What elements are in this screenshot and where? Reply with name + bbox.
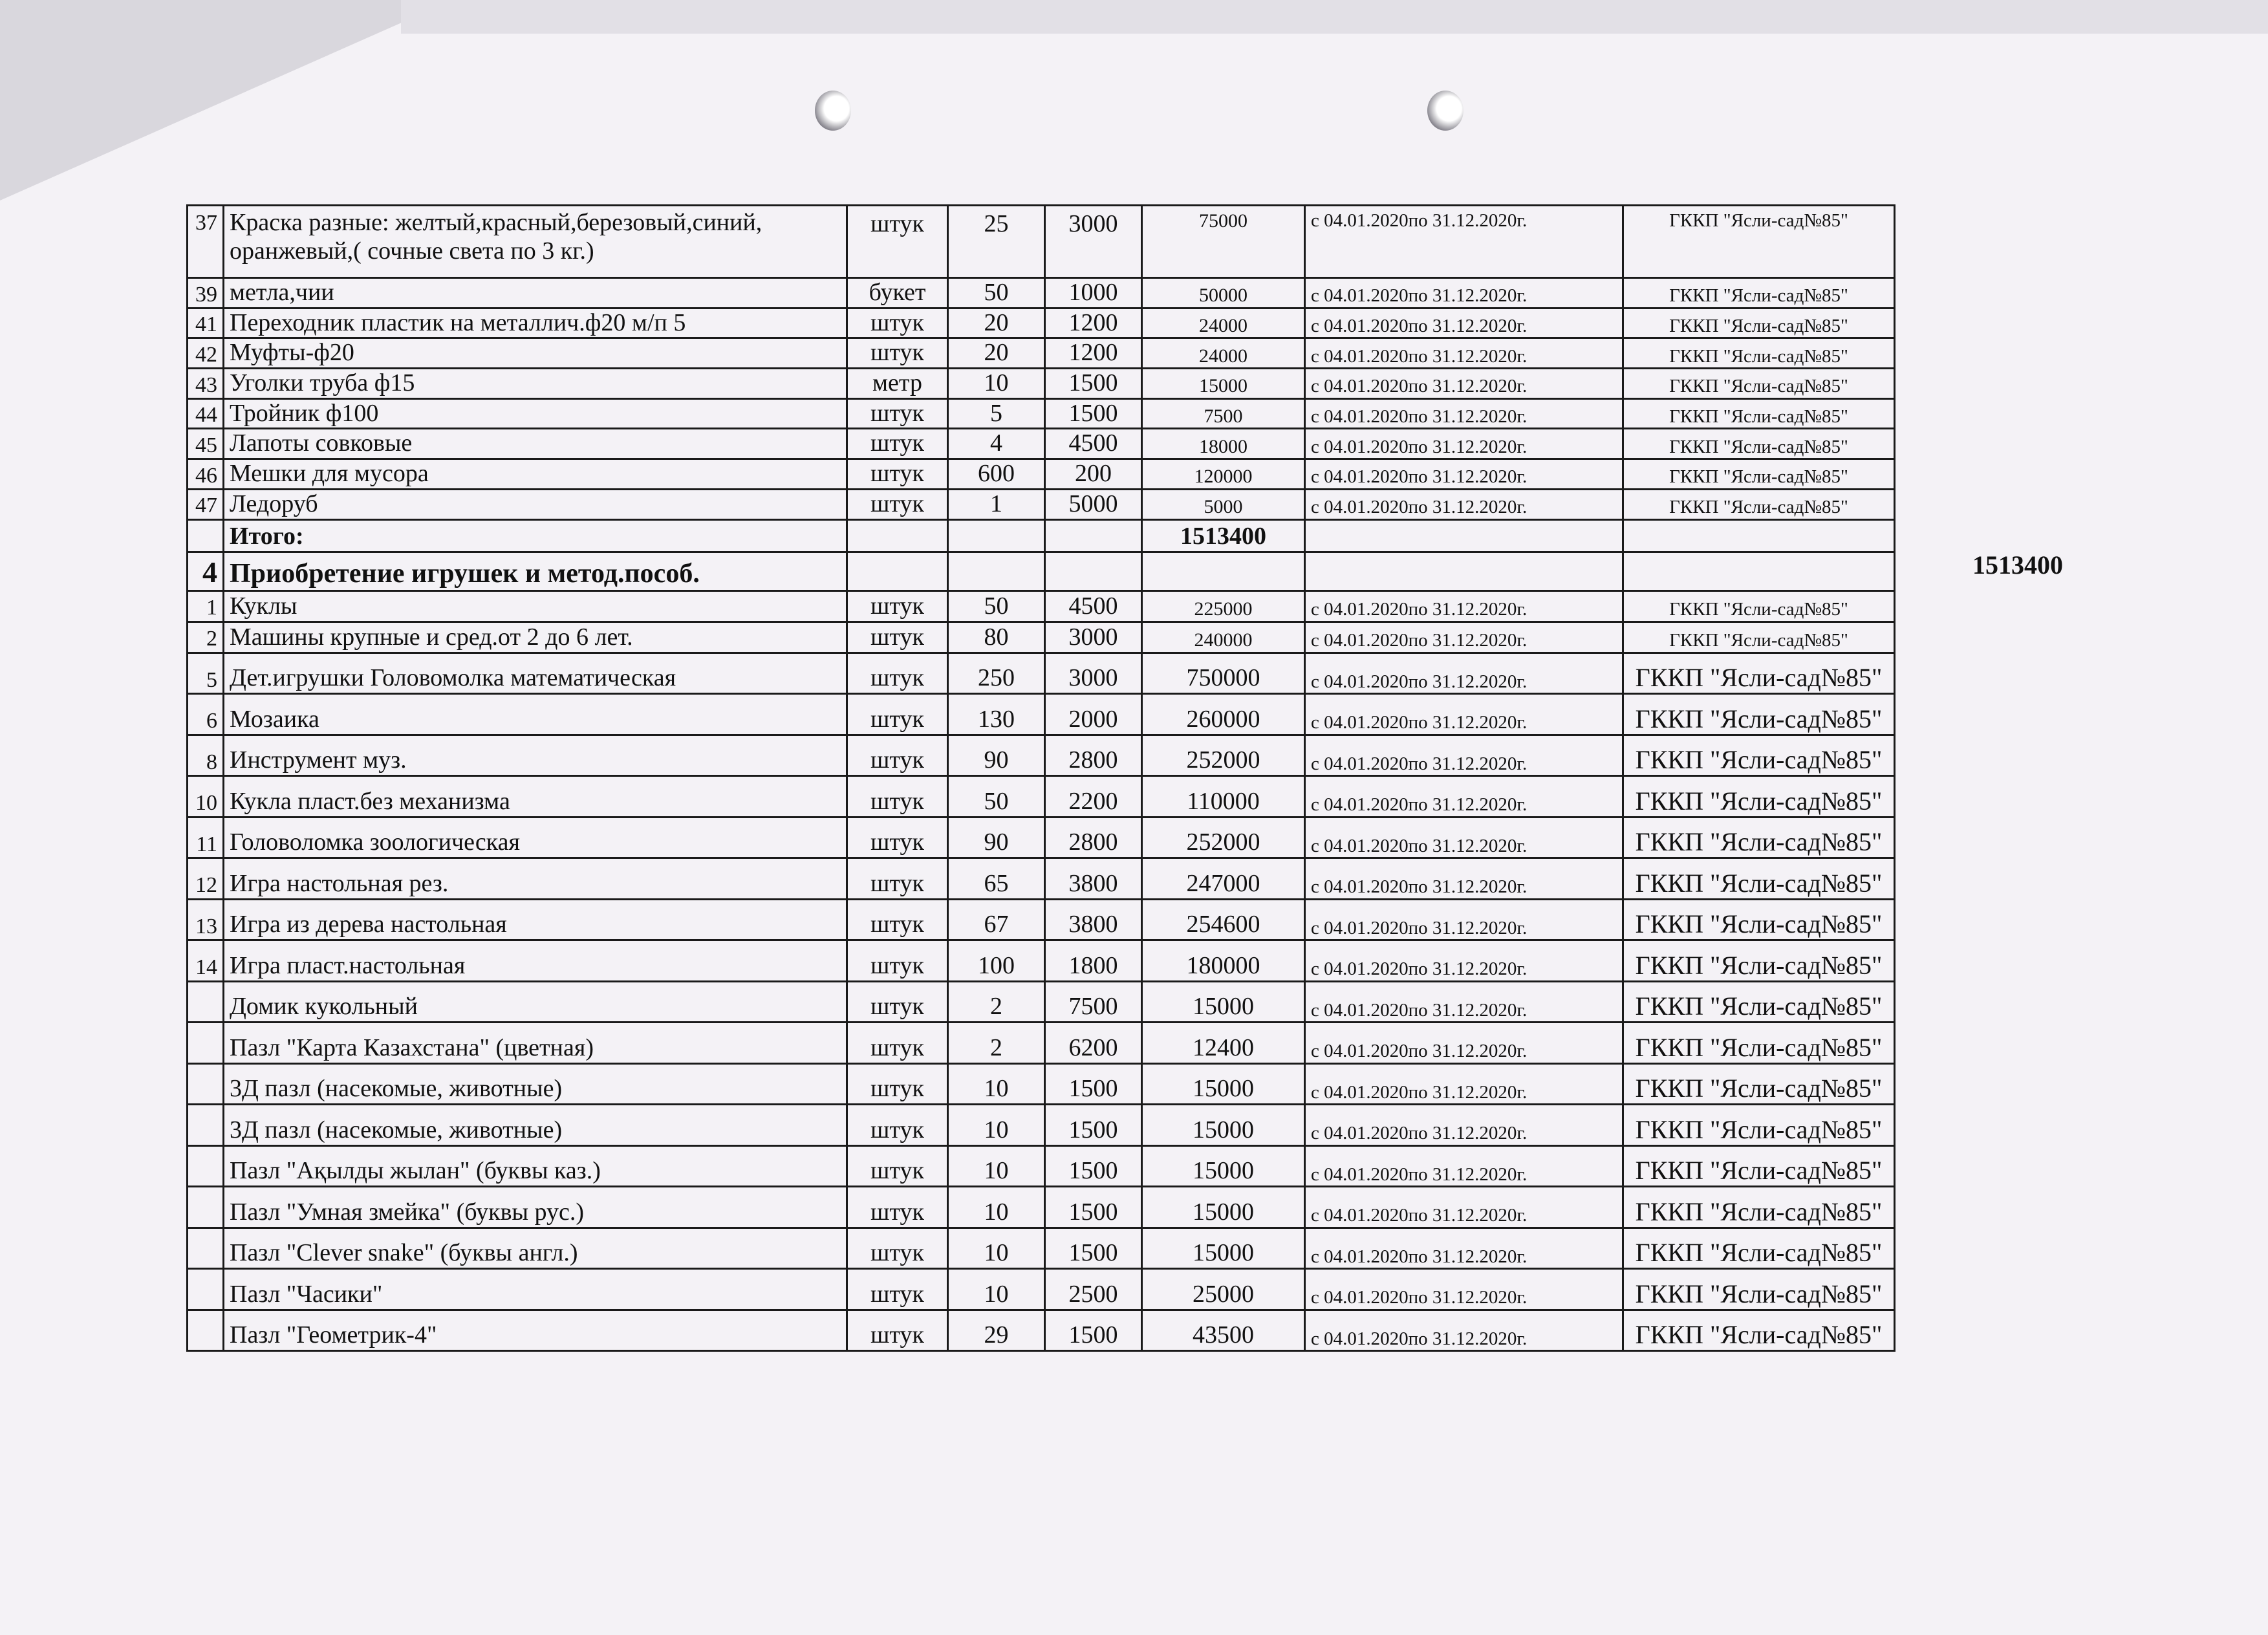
item-price: 1500: [1045, 398, 1142, 429]
table-row: [188, 338, 1895, 369]
item-unit: штук: [847, 1105, 948, 1146]
table-row: [188, 1105, 1895, 1146]
item-quantity: 67: [948, 899, 1045, 940]
item-quantity: 50: [948, 278, 1045, 309]
item-quantity: 10: [948, 1228, 1045, 1269]
item-quantity: 20: [948, 338, 1045, 369]
item-period: с 04.01.2020по 31.12.2020г.: [1305, 694, 1623, 735]
table-row: [188, 653, 1895, 694]
empty-cell: [948, 519, 1045, 552]
item-unit: штук: [847, 1187, 948, 1228]
margin-total: 1513400: [1972, 550, 2063, 579]
item-name: Мешки для мусора: [224, 459, 847, 490]
table-row: [188, 278, 1895, 309]
item-price: 2200: [1045, 776, 1142, 817]
item-organization: ГККП "Ясли-сад№85": [1623, 1269, 1895, 1310]
item-organization: ГККП "Ясли-сад№85": [1623, 817, 1895, 858]
item-unit: штук: [847, 429, 948, 459]
item-name: Пазл "Ақылды жылан" (буквы каз.): [224, 1145, 847, 1187]
item-sum: 15000: [1142, 1063, 1305, 1105]
item-sum: 43500: [1142, 1310, 1305, 1351]
table-row: [188, 1269, 1895, 1310]
item-sum: 75000: [1142, 206, 1305, 278]
item-sum: 252000: [1142, 735, 1305, 776]
item-quantity: 29: [948, 1310, 1045, 1351]
item-quantity: 10: [948, 1063, 1045, 1105]
punch-hole-right: [1427, 91, 1463, 131]
procurement-table: [186, 204, 1895, 1352]
item-name: Пазл "Clever snake" (буквы англ.): [224, 1228, 847, 1269]
item-sum: 15000: [1142, 1145, 1305, 1187]
item-period: с 04.01.2020по 31.12.2020г.: [1305, 1310, 1623, 1351]
row-number: 42: [188, 338, 224, 369]
total-row: [188, 519, 1895, 552]
row-number: [188, 1228, 224, 1269]
item-name: Игра из дерева настольная: [224, 899, 847, 940]
item-name: Тройник ф100: [224, 398, 847, 429]
item-price: 1500: [1045, 1063, 1142, 1105]
item-unit: штук: [847, 338, 948, 369]
empty-cell: [1305, 552, 1623, 590]
item-price: 1800: [1045, 940, 1142, 982]
item-price: 6200: [1045, 1023, 1142, 1064]
item-sum: 25000: [1142, 1269, 1305, 1310]
item-organization: ГККП "Ясли-сад№85": [1623, 1023, 1895, 1064]
row-number: 10: [188, 776, 224, 817]
row-number: 5: [188, 653, 224, 694]
item-unit: штук: [847, 899, 948, 940]
item-name: Домик кукольный: [224, 981, 847, 1023]
row-number: 14: [188, 940, 224, 982]
item-quantity: 2: [948, 981, 1045, 1023]
item-period: с 04.01.2020по 31.12.2020г.: [1305, 1228, 1623, 1269]
row-number: 13: [188, 899, 224, 940]
row-number: 8: [188, 735, 224, 776]
item-sum: 15000: [1142, 1187, 1305, 1228]
item-unit: штук: [847, 940, 948, 982]
item-period: с 04.01.2020по 31.12.2020г.: [1305, 1023, 1623, 1064]
item-period: с 04.01.2020по 31.12.2020г.: [1305, 489, 1623, 519]
row-number: 41: [188, 308, 224, 338]
item-price: 3800: [1045, 858, 1142, 900]
item-name: Муфты-ф20: [224, 338, 847, 369]
item-price: 1500: [1045, 1228, 1142, 1269]
item-period: с 04.01.2020по 31.12.2020г.: [1305, 1187, 1623, 1228]
item-price: 1500: [1045, 1105, 1142, 1146]
item-quantity: 20: [948, 308, 1045, 338]
item-organization: ГККП "Ясли-сад№85": [1623, 858, 1895, 900]
empty-cell: [1623, 519, 1895, 552]
item-organization: ГККП "Ясли-сад№85": [1623, 776, 1895, 817]
table-row: [188, 369, 1895, 399]
empty-cell: [948, 552, 1045, 590]
table-body-mid: [188, 519, 1895, 590]
item-sum: 50000: [1142, 278, 1305, 309]
row-number: 39: [188, 278, 224, 309]
item-period: с 04.01.2020по 31.12.2020г.: [1305, 206, 1623, 278]
total-label: Итого:: [224, 519, 847, 552]
item-period: с 04.01.2020по 31.12.2020г.: [1305, 369, 1623, 399]
item-period: с 04.01.2020по 31.12.2020г.: [1305, 940, 1623, 982]
item-period: с 04.01.2020по 31.12.2020г.: [1305, 398, 1623, 429]
item-unit: штук: [847, 653, 948, 694]
empty-cell: [847, 552, 948, 590]
item-name: Пазл "Умная змейка" (буквы рус.): [224, 1187, 847, 1228]
row-number: [188, 1063, 224, 1105]
table-row: [188, 776, 1895, 817]
table-body-part1: [188, 206, 1895, 520]
item-name: Ледоруб: [224, 489, 847, 519]
row-number: 44: [188, 398, 224, 429]
item-price: 1500: [1045, 1310, 1142, 1351]
row-number: 12: [188, 858, 224, 900]
item-price: 1200: [1045, 308, 1142, 338]
item-unit: штук: [847, 206, 948, 278]
item-sum: 225000: [1142, 590, 1305, 622]
item-organization: ГККП "Ясли-сад№85": [1623, 1063, 1895, 1105]
empty-cell: [1045, 552, 1142, 590]
item-name: Лапоты совковые: [224, 429, 847, 459]
row-number: 47: [188, 489, 224, 519]
item-organization: ГККП "Ясли-сад№85": [1623, 899, 1895, 940]
table-row: [188, 622, 1895, 653]
item-price: 4500: [1045, 429, 1142, 459]
item-quantity: 250: [948, 653, 1045, 694]
table-row: [188, 981, 1895, 1023]
table-row: [188, 899, 1895, 940]
item-quantity: 2: [948, 1023, 1045, 1064]
row-number: 1: [188, 590, 224, 622]
item-quantity: 90: [948, 735, 1045, 776]
table-row: [188, 206, 1895, 278]
item-period: с 04.01.2020по 31.12.2020г.: [1305, 429, 1623, 459]
item-sum: 12400: [1142, 1023, 1305, 1064]
item-period: с 04.01.2020по 31.12.2020г.: [1305, 622, 1623, 653]
item-quantity: 600: [948, 459, 1045, 490]
item-organization: ГККП "Ясли-сад№85": [1623, 398, 1895, 429]
item-period: с 04.01.2020по 31.12.2020г.: [1305, 1145, 1623, 1187]
item-sum: 120000: [1142, 459, 1305, 490]
row-number: [188, 1105, 224, 1146]
item-price: 200: [1045, 459, 1142, 490]
item-quantity: 100: [948, 940, 1045, 982]
item-organization: ГККП "Ясли-сад№85": [1623, 1187, 1895, 1228]
empty-cell: [847, 519, 948, 552]
item-quantity: 10: [948, 1145, 1045, 1187]
table-row: [188, 1187, 1895, 1228]
item-unit: штук: [847, 858, 948, 900]
item-organization: ГККП "Ясли-сад№85": [1623, 429, 1895, 459]
item-name: 3Д пазл (насекомые, животные): [224, 1105, 847, 1146]
item-organization: ГККП "Ясли-сад№85": [1623, 981, 1895, 1023]
item-quantity: 1: [948, 489, 1045, 519]
paper-top-edge: [401, 0, 2268, 34]
item-period: с 04.01.2020по 31.12.2020г.: [1305, 1063, 1623, 1105]
item-period: с 04.01.2020по 31.12.2020г.: [1305, 1105, 1623, 1146]
row-number: 37: [188, 206, 224, 278]
item-name: Машины крупные и сред.от 2 до 6 лет.: [224, 622, 847, 653]
item-sum: 15000: [1142, 369, 1305, 399]
item-price: 4500: [1045, 590, 1142, 622]
item-unit: штук: [847, 308, 948, 338]
item-unit: штук: [847, 1023, 948, 1064]
table-row: [188, 459, 1895, 490]
table-row: [188, 1145, 1895, 1187]
paper-fold-shadow: [0, 0, 453, 200]
item-organization: ГККП "Ясли-сад№85": [1623, 1145, 1895, 1187]
item-unit: штук: [847, 694, 948, 735]
item-name: Игра настольная рез.: [224, 858, 847, 900]
item-quantity: 65: [948, 858, 1045, 900]
item-price: 3000: [1045, 653, 1142, 694]
item-sum: 180000: [1142, 940, 1305, 982]
item-unit: штук: [847, 776, 948, 817]
item-name: Уголки труба ф15: [224, 369, 847, 399]
item-organization: ГККП "Ясли-сад№85": [1623, 940, 1895, 982]
item-unit: штук: [847, 590, 948, 622]
item-price: 1500: [1045, 1145, 1142, 1187]
item-period: с 04.01.2020по 31.12.2020г.: [1305, 776, 1623, 817]
item-organization: ГККП "Ясли-сад№85": [1623, 1105, 1895, 1146]
item-organization: ГККП "Ясли-сад№85": [1623, 459, 1895, 490]
item-period: с 04.01.2020по 31.12.2020г.: [1305, 338, 1623, 369]
item-organization: ГККП "Ясли-сад№85": [1623, 489, 1895, 519]
item-unit: штук: [847, 817, 948, 858]
section-title: Приобретение игрушек и метод.пособ.: [224, 552, 847, 590]
row-number: 45: [188, 429, 224, 459]
section-header-row: [188, 552, 1895, 590]
item-quantity: 50: [948, 590, 1045, 622]
item-unit: штук: [847, 459, 948, 490]
item-organization: ГККП "Ясли-сад№85": [1623, 622, 1895, 653]
item-price: 1200: [1045, 338, 1142, 369]
item-quantity: 130: [948, 694, 1045, 735]
item-name: Пазл "Геометрик-4": [224, 1310, 847, 1351]
item-unit: штук: [847, 735, 948, 776]
item-unit: букет: [847, 278, 948, 309]
item-price: 3000: [1045, 622, 1142, 653]
item-quantity: 50: [948, 776, 1045, 817]
item-organization: ГККП "Ясли-сад№85": [1623, 206, 1895, 278]
item-sum: 260000: [1142, 694, 1305, 735]
item-period: с 04.01.2020по 31.12.2020г.: [1305, 817, 1623, 858]
table-row: [188, 1310, 1895, 1351]
row-number: [188, 1269, 224, 1310]
item-organization: ГККП "Ясли-сад№85": [1623, 735, 1895, 776]
item-sum: 24000: [1142, 338, 1305, 369]
item-period: с 04.01.2020по 31.12.2020г.: [1305, 899, 1623, 940]
table-row: [188, 1063, 1895, 1105]
row-number: [188, 519, 224, 552]
row-number: [188, 1145, 224, 1187]
row-number: [188, 1310, 224, 1351]
item-price: 1000: [1045, 278, 1142, 309]
table-row: [188, 398, 1895, 429]
table-row: [188, 940, 1895, 982]
item-period: с 04.01.2020по 31.12.2020г.: [1305, 308, 1623, 338]
item-price: 5000: [1045, 489, 1142, 519]
table-row: [188, 817, 1895, 858]
item-sum: 15000: [1142, 1105, 1305, 1146]
item-quantity: 10: [948, 369, 1045, 399]
item-name: Головоломка зоологическая: [224, 817, 847, 858]
item-quantity: 10: [948, 1269, 1045, 1310]
item-period: с 04.01.2020по 31.12.2020г.: [1305, 653, 1623, 694]
item-unit: штук: [847, 1145, 948, 1187]
item-price: 1500: [1045, 1187, 1142, 1228]
table-row: [188, 735, 1895, 776]
row-number: 43: [188, 369, 224, 399]
item-quantity: 10: [948, 1105, 1045, 1146]
row-number: [188, 1187, 224, 1228]
item-name: Дет.игрушки Головомолка математическая: [224, 653, 847, 694]
row-number: [188, 1023, 224, 1064]
item-price: 7500: [1045, 981, 1142, 1023]
item-organization: ГККП "Ясли-сад№85": [1623, 369, 1895, 399]
item-sum: 24000: [1142, 308, 1305, 338]
table-row: [188, 489, 1895, 519]
item-price: 2000: [1045, 694, 1142, 735]
item-unit: штук: [847, 1310, 948, 1351]
item-price: 2800: [1045, 817, 1142, 858]
row-number: 6: [188, 694, 224, 735]
item-price: 3800: [1045, 899, 1142, 940]
item-name: 3Д пазл (насекомые, животные): [224, 1063, 847, 1105]
item-price: 2500: [1045, 1269, 1142, 1310]
item-sum: 254600: [1142, 899, 1305, 940]
empty-cell: [1045, 519, 1142, 552]
item-period: с 04.01.2020по 31.12.2020г.: [1305, 590, 1623, 622]
table-row: [188, 590, 1895, 622]
row-number: 2: [188, 622, 224, 653]
item-name: Пазл "Часики": [224, 1269, 847, 1310]
item-period: с 04.01.2020по 31.12.2020г.: [1305, 981, 1623, 1023]
item-name: Куклы: [224, 590, 847, 622]
item-organization: ГККП "Ясли-сад№85": [1623, 694, 1895, 735]
item-quantity: 10: [948, 1187, 1045, 1228]
empty-cell: [1305, 519, 1623, 552]
total-sum: 1513400: [1142, 519, 1305, 552]
item-organization: ГККП "Ясли-сад№85": [1623, 308, 1895, 338]
item-period: с 04.01.2020по 31.12.2020г.: [1305, 278, 1623, 309]
item-period: с 04.01.2020по 31.12.2020г.: [1305, 1269, 1623, 1310]
item-quantity: 90: [948, 817, 1045, 858]
item-name: Мозаика: [224, 694, 847, 735]
item-unit: штук: [847, 489, 948, 519]
item-name: Инструмент муз.: [224, 735, 847, 776]
item-sum: 5000: [1142, 489, 1305, 519]
row-number: 46: [188, 459, 224, 490]
item-quantity: 5: [948, 398, 1045, 429]
item-price: 2800: [1045, 735, 1142, 776]
item-sum: 247000: [1142, 858, 1305, 900]
item-organization: ГККП "Ясли-сад№85": [1623, 1310, 1895, 1351]
item-unit: штук: [847, 981, 948, 1023]
table-row: [188, 429, 1895, 459]
table-row: [188, 858, 1895, 900]
item-unit: метр: [847, 369, 948, 399]
item-unit: штук: [847, 622, 948, 653]
item-unit: штук: [847, 1269, 948, 1310]
item-quantity: 4: [948, 429, 1045, 459]
item-sum: 18000: [1142, 429, 1305, 459]
item-period: с 04.01.2020по 31.12.2020г.: [1305, 858, 1623, 900]
table-body-part2: [188, 590, 1895, 1351]
empty-cell: [1623, 552, 1895, 590]
table-row: [188, 694, 1895, 735]
item-sum: 110000: [1142, 776, 1305, 817]
row-number: [188, 981, 224, 1023]
item-name: метла,чии: [224, 278, 847, 309]
item-sum: 7500: [1142, 398, 1305, 429]
item-quantity: 25: [948, 206, 1045, 278]
punch-hole-left: [815, 91, 851, 131]
item-unit: штук: [847, 1228, 948, 1269]
item-organization: ГККП "Ясли-сад№85": [1623, 1228, 1895, 1269]
item-sum: 15000: [1142, 1228, 1305, 1269]
item-name: Краска разные: желтый,красный,березовый,синий, оранжевый,( сочные света по 3 кг.): [224, 206, 847, 278]
item-name: Игра пласт.настольная: [224, 940, 847, 982]
item-sum: 750000: [1142, 653, 1305, 694]
item-quantity: 80: [948, 622, 1045, 653]
row-number: 11: [188, 817, 224, 858]
table-row: [188, 1023, 1895, 1064]
table-row: [188, 1228, 1895, 1269]
item-name: Кукла пласт.без механизма: [224, 776, 847, 817]
item-period: с 04.01.2020по 31.12.2020г.: [1305, 459, 1623, 490]
item-organization: ГККП "Ясли-сад№85": [1623, 653, 1895, 694]
item-unit: штук: [847, 1063, 948, 1105]
item-organization: ГККП "Ясли-сад№85": [1623, 338, 1895, 369]
item-name: Пазл "Карта Казахстана" (цветная): [224, 1023, 847, 1064]
item-price: 1500: [1045, 369, 1142, 399]
table-row: [188, 308, 1895, 338]
item-price: 3000: [1045, 206, 1142, 278]
item-name: Переходник пластик на металлич.ф20 м/п 5: [224, 308, 847, 338]
item-sum: 240000: [1142, 622, 1305, 653]
item-period: с 04.01.2020по 31.12.2020г.: [1305, 735, 1623, 776]
item-organization: ГККП "Ясли-сад№85": [1623, 590, 1895, 622]
item-organization: ГККП "Ясли-сад№85": [1623, 278, 1895, 309]
item-sum: 252000: [1142, 817, 1305, 858]
empty-cell: [1142, 552, 1305, 590]
item-unit: штук: [847, 398, 948, 429]
section-number: 4: [188, 552, 224, 590]
item-sum: 15000: [1142, 981, 1305, 1023]
